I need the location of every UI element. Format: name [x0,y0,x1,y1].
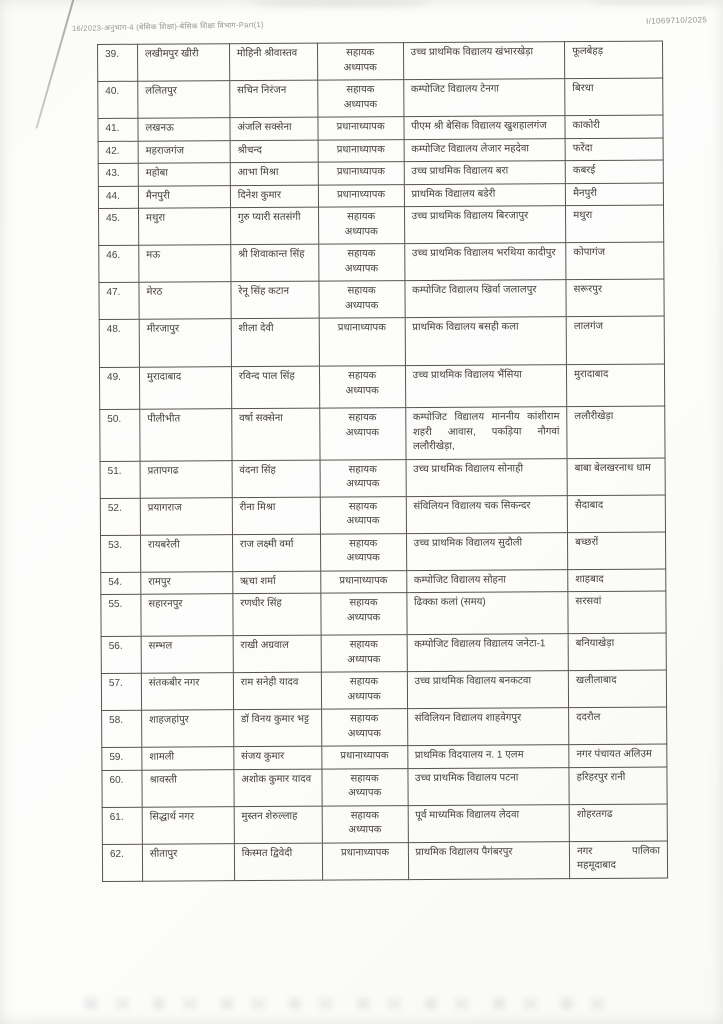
teacher-name-cell: शीला देवी [231,318,319,367]
table-row [102,804,667,844]
block-location-cell: सैदाबाद [567,495,665,533]
school-name-cell: ढिक्का कलां (समय) [406,592,568,635]
table-row [99,364,664,409]
serial-number-cell: 48. [99,319,139,367]
designation-cell: सहायक अध्यापक [320,459,406,497]
serial-number-cell: 55. [101,594,141,636]
table-row [98,41,663,81]
block-location-cell: नगर पालिका महमूदाबाद [570,841,668,879]
block-location-cell: नगर पंचायत अलिउम [569,744,667,767]
teacher-name-cell: ऋचा शर्मा [233,571,321,594]
table-row [102,767,667,807]
district-cell: रायबरेली [140,534,232,572]
teacher-name-cell: दिनेश कुमार [230,185,318,208]
block-location-cell: बनियाखेड़ा [568,633,666,671]
block-location-cell: बिरधा [565,78,663,116]
district-cell: मुरादाबाद [139,367,231,410]
school-name-cell: कम्पोजिट विद्यालय लेजार महदेवा [404,138,566,161]
district-cell: प्रयागराज [140,497,232,535]
serial-number-cell: 50. [100,409,140,461]
block-location-cell: काकोरी [565,115,663,138]
designation-cell: सहायक अध्यापक [321,709,407,747]
table-row [99,242,664,282]
teacher-name-cell: अंजलि सक्सेना [230,117,318,140]
school-name-cell: उच्च प्राथमिक विद्यालय बिरजापुर [404,206,566,244]
district-cell: सिद्धार्थ नगर [142,806,234,844]
teacher-name-cell: डॉ विनय कुमार भट्ट [233,709,321,747]
serial-number-cell: 45. [99,208,139,245]
teacher-name-cell: राखी अग्रवाल [233,635,321,673]
table-row [101,670,666,710]
district-cell: शाहजहांपुर [142,710,234,748]
district-cell: प्रतापगढ [140,460,232,498]
designation-cell: सहायक अध्यापक [319,366,405,409]
serial-number-cell: 44. [98,186,138,209]
teacher-name-cell: किस्मत द्विवेदी [234,843,322,881]
designation-cell: प्रधानाध्यापक [320,570,406,593]
table-row [102,707,667,747]
block-location-cell: खलीलाबाद [568,670,666,708]
district-cell: मेरठ [139,282,231,320]
school-name-cell: उच्च प्राथमिक विद्यालय बरा [404,161,566,184]
teacher-name-cell: रणधीर सिंह [233,593,321,636]
eoffice-file-number: I/1069710/2025 [645,15,708,26]
district-cell: मैनपुरी [138,185,230,208]
school-name-cell: प्राथमिक विद्यालय पैगंबरपुर [408,841,570,879]
table-row [100,495,665,535]
serial-number-cell: 57. [101,673,141,710]
school-name-cell: संविलियन विद्यालय चक सिकन्दर [406,495,568,533]
school-name-cell: प्राथमिक विद्यालय बडेरी [404,183,566,206]
teacher-name-cell: मोहिनी श्रीवास्तव [229,43,317,81]
table-row [100,458,665,498]
designation-cell: सहायक अध्यापक [318,244,404,282]
serial-number-cell: 49. [99,367,139,409]
teacher-name-cell: आभा मिश्रा [230,162,318,185]
page-crease-line [35,0,76,129]
block-location-cell: सरसवां [568,591,666,634]
designation-cell: सहायक अध्यापक [321,672,407,710]
teacher-name-cell: राम सनेही यादव [233,672,321,710]
serial-number-cell: 54. [101,572,141,595]
teacher-name-cell: संजय कुमार [234,746,322,769]
block-location-cell: कोपागंज [566,242,664,280]
block-location-cell: मैनपुरी [565,183,663,206]
designation-cell: प्रधानाध्यापक [322,842,408,880]
school-name-cell: उच्च प्राथमिक विद्यालय भैंसिया [405,365,567,408]
school-name-cell: कम्पोजिट विद्यालय विद्यालय जनेटा-1 [407,634,569,672]
block-location-cell: सरूरपुर [566,279,664,317]
district-cell: महोबा [138,163,230,186]
district-cell: सम्भल [141,636,233,674]
teacher-name-cell: रीना मिश्रा [232,497,320,535]
district-cell: लखनऊ [138,118,230,141]
district-cell: लखीमपुर खीरी [137,44,229,82]
district-cell: मथुरा [138,208,230,246]
school-name-cell: कम्पोजिट विद्यालय सोहना [406,569,568,592]
serial-number-cell: 60. [102,770,142,807]
transfer-table-wrapper [97,41,668,882]
serial-number-cell: 46. [99,245,139,282]
district-cell: श्रावस्ती [142,769,234,807]
designation-cell: सहायक अध्यापक [319,281,405,319]
scan-smudge [588,0,718,5]
serial-number-cell: 47. [99,282,139,319]
school-name-cell: उच्च प्राथमिक विद्यालय पटना [407,767,569,805]
district-cell: सहारनपुर [141,594,233,637]
serial-number-cell: 56. [101,636,141,673]
district-cell: ललितपुर [138,81,230,119]
serial-number-cell: 62. [102,844,142,881]
teacher-name-cell: मुस्तन शेरुल्लाह [234,806,322,844]
scan-smudge [250,0,430,7]
serial-number-cell: 39. [98,44,138,81]
school-name-cell: कम्पोजिट विद्यालय टेनगा [403,79,565,117]
table-row [100,532,665,572]
school-name-cell: कम्पोजिट विद्यालय खिर्वा जलालपुर [404,280,566,318]
teacher-name-cell: वंदना सिंह [232,460,320,498]
school-name-cell: उच्च प्राथमिक विद्यालय बनकटवा [407,671,569,709]
block-location-cell: शाहबाद [568,569,666,592]
school-name-cell: पीएम श्री बेसिक विद्यालय खुशहालगंज [403,116,565,139]
table-row [98,78,663,118]
designation-cell: सहायक अध्यापक [322,805,408,843]
block-location-cell: लालगंज [566,316,664,365]
designation-cell: प्रधानाध्यापक [318,162,404,185]
serial-number-cell: 59. [102,747,142,770]
table-row [101,591,666,636]
designation-cell: प्रधानाध्यापक [321,746,407,769]
teacher-name-cell: रविन्द पाल सिंह [231,366,319,409]
teacher-name-cell: अशोक कुमार यादव [234,769,322,807]
serial-number-cell: 58. [102,710,142,747]
designation-cell: प्रधानाध्यापक [318,139,404,162]
school-name-cell: पूर्व माध्यमिक विद्यालय लेदवा [408,804,570,842]
district-cell: शामली [142,747,234,770]
teacher-name-cell: गुरु प्यारी सतसंगी [230,207,318,245]
block-location-cell: बच्छरों [568,532,666,570]
district-cell: रामपुर [141,571,233,594]
block-location-cell: ददरौल [569,707,667,745]
block-location-cell: फरेंदा [565,138,663,161]
designation-cell: प्रधानाध्यापक [319,318,405,367]
block-location-cell: बाबा बेलखरनाथ धाम [567,458,665,496]
serial-number-cell: 42. [98,141,138,164]
table-row [99,279,664,319]
district-cell: संतकबीर नगर [141,673,233,711]
table-row [102,841,667,881]
block-location-cell: ललौरीखेड़ा [567,406,665,458]
block-location-cell: मथुरा [566,205,664,243]
district-cell: मीरजापुर [139,319,231,368]
serial-number-cell: 61. [102,807,142,844]
school-name-cell: प्राथमिक विद्यालय बसही कला [405,317,567,366]
table-row [100,406,665,461]
district-cell: सीतापुर [142,843,234,881]
designation-cell: सहायक अध्यापक [320,593,406,636]
teacher-name-cell: रेनू सिंह कटान [231,281,319,319]
block-location-cell: कबरई [565,160,663,183]
designation-cell: सहायक अध्यापक [322,768,408,806]
bleedthrough-smudge [85,998,615,1009]
teacher-name-cell: श्री शिवाकान्त सिंह [231,244,319,282]
table-row [101,633,666,673]
teacher-name-cell: वर्षा सक्सेना [232,408,320,460]
serial-number-cell: 43. [98,163,138,186]
school-name-cell: प्राथमिक विदयालय न. 1 एलम [407,745,569,768]
designation-cell: प्रधानाध्यापक [318,117,404,140]
school-name-cell: उच्च प्राथमिक विद्यालय भरथिया कादीपुर [404,243,566,281]
table-row [99,316,664,367]
school-name-cell: उच्च प्राथमिक विद्यालय खंभारखेड़ा [403,42,565,80]
school-name-cell: उच्च प्राथमिक विद्यालय सोनाही [406,458,568,496]
designation-cell: सहायक अध्यापक [321,635,407,673]
table-row [99,205,664,245]
block-location-cell: मुरादाबाद [567,364,665,407]
designation-cell: सहायक अध्यापक [317,80,403,118]
file-reference-text: 16/2023-अनुभाग-4 (बेसिक शिक्षा)-बेसिक शिक्षा विभाग-Part(1) [71,19,264,34]
designation-cell: सहायक अध्यापक [319,408,405,460]
table-body [98,41,668,881]
designation-cell: सहायक अध्यापक [320,496,406,534]
district-cell: पीलीभीत [140,409,232,461]
district-cell: महराजगंज [138,140,230,163]
teacher-name-cell: श्रीचन्द [230,140,318,163]
block-location-cell: हरिहरपुर रानी [569,767,667,805]
teacher-name-cell: राज लक्ष्मी वर्मा [232,534,320,572]
serial-number-cell: 52. [100,498,140,535]
teacher-name-cell: सचिन निरंजन [230,80,318,118]
designation-cell: प्रधानाध्यापक [318,184,404,207]
block-location-cell: शोहरतगढ [569,804,667,842]
designation-cell: सहायक अध्यापक [318,207,404,245]
serial-number-cell: 51. [100,461,140,498]
teacher-transfer-table [97,41,668,882]
serial-number-cell: 40. [98,81,138,118]
school-name-cell: उच्च प्राथमिक विद्यालय सुदौली [406,532,568,570]
school-name-cell: कम्पोजिट विद्यालय माननीय कांशीराम शहरी आवास, पकड़िया नौगवां ललौरीखेड़ा, [405,407,567,459]
designation-cell: सहायक अध्यापक [320,533,406,571]
serial-number-cell: 41. [98,118,138,141]
district-cell: मऊ [139,245,231,283]
school-name-cell: संविलियन विद्यालय शाहवेगपुर [407,708,569,746]
serial-number-cell: 53. [100,535,140,572]
designation-cell: सहायक अध्यापक [317,43,403,81]
block-location-cell: फूलबेहड़ [565,41,663,79]
